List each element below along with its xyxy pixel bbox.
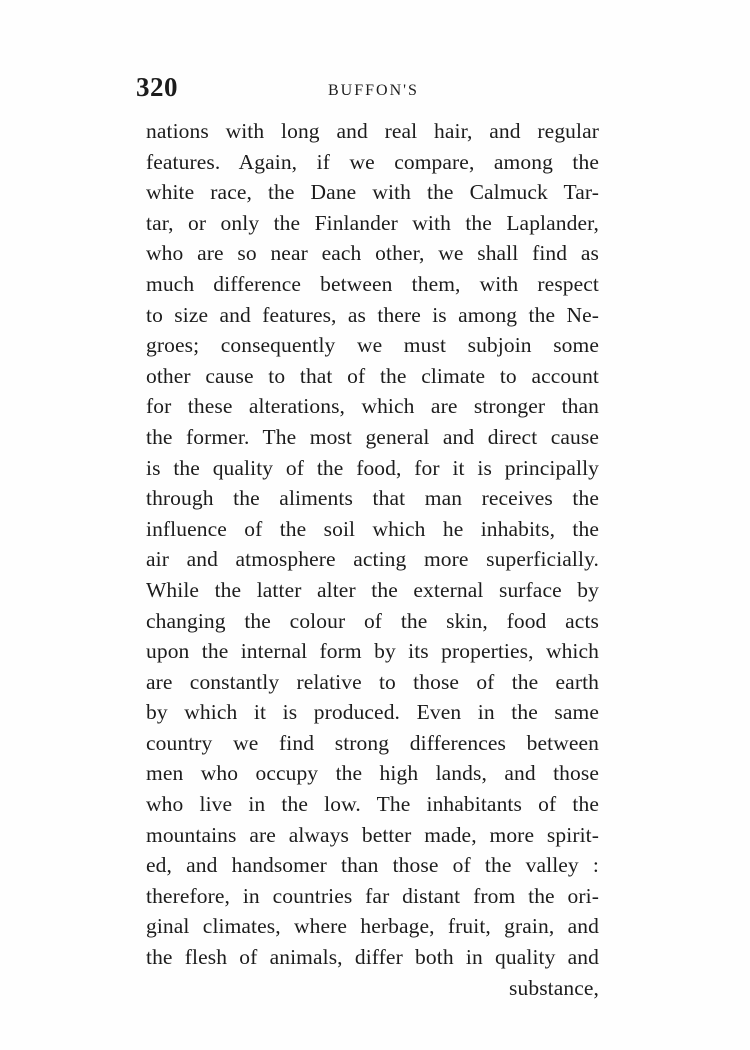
text-line: by which it is produced. Even in the same (146, 700, 599, 725)
text-line: air and atmosphere acting more superficially. (146, 547, 599, 572)
text-line: men who occupy the high lands, and those (146, 761, 599, 786)
text-line: While the latter alter the external surface by (146, 577, 599, 602)
text-line: much difference between them, with respect (146, 271, 599, 296)
text-line: features. Again, if we compare, among the (146, 149, 599, 174)
text-line: tar, or only the Finlander with the Laplander, (146, 210, 599, 235)
text-line: mountains are always better made, more spirit- (146, 822, 599, 847)
page-header (136, 72, 606, 112)
text-line: the flesh of animals, differ both in quality and (146, 945, 599, 970)
running-head: BUFFON'S (328, 82, 419, 99)
text-line: country we find strong differences between (146, 730, 599, 755)
text-line: white race, the Dane with the Calmuck Tar- (146, 180, 599, 205)
text-line: nations with long and real hair, and regular (146, 119, 599, 143)
text-line: who are so near each other, we shall find as (146, 241, 599, 266)
text-line: for these alterations, which are stronger than (146, 394, 599, 419)
text-line: ed, and handsomer than those of the valley : (146, 853, 599, 878)
text-line: influence of the soil which he inhabits, the (146, 516, 599, 541)
text-line: ginal climates, where herbage, fruit, grain, and (146, 914, 599, 939)
text-line: are constantly relative to those of the earth (146, 669, 599, 694)
text-line: therefore, in countries far distant from the ori- (146, 883, 599, 908)
catchword: substance, (509, 975, 599, 1000)
text-line: to size and features, as there is among the Ne- (146, 302, 599, 327)
text-line: through the aliments that man receives the (146, 486, 599, 511)
text-line: groes; consequently we must subjoin some (146, 333, 599, 358)
page-number: 320 (136, 72, 178, 102)
text-line: is the quality of the food, for it is principally (146, 455, 599, 480)
body-text (146, 116, 599, 1003)
text-line: upon the internal form by its properties, which (146, 639, 599, 664)
text-line: who live in the low. The inhabitants of the (146, 792, 599, 817)
text-line: the former. The most general and direct cause (146, 424, 599, 449)
text-line: other cause to that of the climate to account (146, 363, 599, 388)
text-line: changing the colour of the skin, food acts (146, 608, 599, 633)
